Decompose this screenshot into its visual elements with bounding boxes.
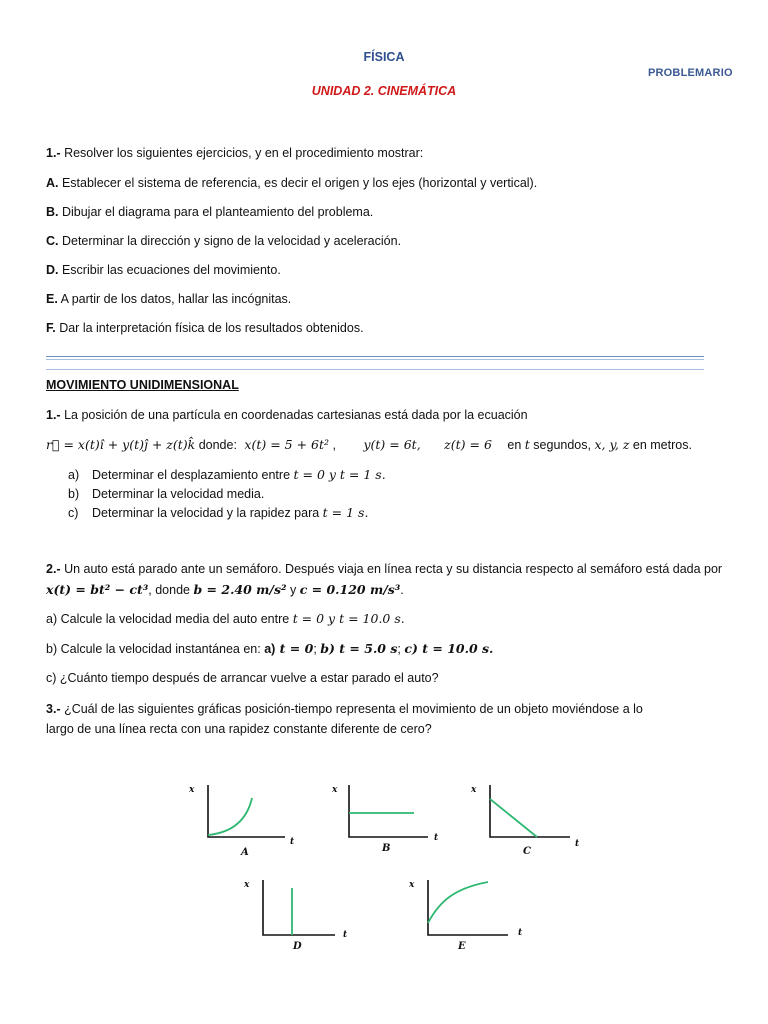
x-equation: x(t) = 5 + 6t² <box>244 437 330 452</box>
item-math: t = 1 s. <box>322 505 369 520</box>
item-text: Determinar el desplazamiento entre <box>92 468 294 482</box>
units-segundos: segundos, <box>529 438 595 452</box>
item-math: t = 0 <box>275 641 314 656</box>
y-conjunction: y <box>286 583 300 597</box>
problem-text: La posición de una partícula en coordenadas cartesianas está dada por la ecuación <box>60 408 528 422</box>
problem-number: 2.- <box>46 562 61 576</box>
instructions-number: 1.- <box>46 146 61 160</box>
item-text: b) Calcule la velocidad instantánea en: <box>46 642 265 656</box>
sub-mark: b) <box>320 641 335 656</box>
problem-2-item-a <box>46 611 405 626</box>
donde-label: donde: <box>195 438 237 452</box>
graph-c-axes <box>490 785 570 837</box>
graph-b-ylabel: x <box>332 785 338 795</box>
divider-line <box>46 356 704 357</box>
instruction-letter: D. <box>46 263 59 277</box>
instructions-intro-text: Resolver los siguientes ejercicios, y en el procedimiento mostrar: <box>60 146 424 160</box>
problem-2-equation <box>46 582 404 597</box>
item-math: t = 0 y t = 1 s. <box>293 467 386 482</box>
graph-e-curve <box>428 882 488 923</box>
divider-line <box>46 369 704 370</box>
units-xyz: x, y, z <box>594 437 630 452</box>
instruction-item-d <box>46 263 281 277</box>
units-t: t <box>524 437 530 452</box>
sub-mark: c) <box>404 641 418 656</box>
graph-d-axes <box>263 880 335 935</box>
problem-2-item-c: c) ¿Cuánto tiempo después de arrancar vuelve a estar parado el auto? <box>46 671 439 685</box>
graph-b-axes <box>349 785 428 837</box>
problem-number: 3.- <box>46 702 61 716</box>
position-vector-equation: r⃗ = x(t)î + y(t)ĵ + z(t)k̂ <box>46 437 196 452</box>
page-title: FÍSICA <box>363 50 405 64</box>
instruction-text: Dar la interpretación física de los resultados obtenidos. <box>55 321 364 335</box>
problem-1-item-b <box>68 486 264 501</box>
problem-number: 1.- <box>46 408 61 422</box>
graph-e-ylabel: x <box>409 880 415 890</box>
instruction-letter: A. <box>46 176 59 190</box>
problem-3-line-1 <box>46 702 643 716</box>
item-math: t = 5.0 s <box>334 641 398 656</box>
instruction-item-a <box>46 176 537 190</box>
comma: , <box>329 438 336 452</box>
problem-1-equation <box>46 437 692 452</box>
separator: ; <box>397 642 405 656</box>
instruction-text: Dibujar el diagrama para el planteamiento del problema. <box>58 205 374 219</box>
problem-2-item-b <box>46 641 493 656</box>
instruction-item-b <box>46 205 373 219</box>
instruction-letter: F. <box>46 321 56 335</box>
item-mark: b) <box>68 487 80 501</box>
c-constant: c = 0.120 m/s³ <box>299 582 401 597</box>
problem-2-statement <box>46 562 722 576</box>
instruction-letter: B. <box>46 205 59 219</box>
graph-d-xlabel: t <box>343 930 348 940</box>
units-metros: en metros. <box>629 438 692 452</box>
item-text: Determinar la velocidad y la rapidez para <box>92 506 323 520</box>
problem-text: ¿Cuál de las siguientes gráficas posición-tiempo representa el movimiento de un objeto moviéndose a lo <box>60 702 643 716</box>
graph-b-label: B <box>382 843 391 854</box>
problem-3-line-2: largo de una línea recta con una rapidez constante diferente de cero? <box>46 722 432 736</box>
graph-e-xlabel: t <box>518 928 523 938</box>
unit-title: UNIDAD 2. CINEMÁTICA <box>311 84 457 98</box>
instruction-item-c <box>46 234 401 248</box>
instruction-text: Escribir las ecuaciones del movimiento. <box>58 263 281 277</box>
graph-d-label: D <box>293 941 302 952</box>
item-mark: a) <box>68 468 80 482</box>
instruction-letter: C. <box>46 234 59 248</box>
divider-line <box>46 359 704 360</box>
separator: ; <box>313 642 321 656</box>
donde-label: , donde <box>148 583 194 597</box>
item-text: a) Calcule la velocidad media del auto entre <box>46 612 293 626</box>
distance-equation: x(t) = bt² − ct³ <box>46 582 149 597</box>
position-time-graphs <box>0 760 768 960</box>
y-equation: y(t) = 6t, <box>363 437 421 452</box>
graph-a-ylabel: x <box>189 785 195 795</box>
graph-c-xlabel: t <box>575 839 580 849</box>
instruction-text: Establecer el sistema de referencia, es decir el origen y los ejes (horizontal y vertical). <box>58 176 538 190</box>
item-math: t = 0 y t = 10.0 s. <box>292 611 405 626</box>
item-mark: c) <box>68 506 79 520</box>
sub-mark: a) <box>264 642 276 656</box>
instruction-text: Determinar la dirección y signo de la velocidad y aceleración. <box>58 234 402 248</box>
units-en: en <box>507 438 525 452</box>
graph-b-xlabel: t <box>434 833 439 843</box>
item-math: t = 10.0 s. <box>417 641 494 656</box>
problem-text: Un auto está parado ante un semáforo. Después viaja en línea recta y su distancia respecto al semáforo está dada por <box>60 562 723 576</box>
problem-1-item-c <box>68 505 368 520</box>
graph-a-curve <box>208 798 252 835</box>
period: . <box>400 583 404 597</box>
graph-e-label: E <box>458 941 466 952</box>
item-text: Determinar la velocidad media. <box>92 487 265 501</box>
graph-a-xlabel: t <box>290 837 295 847</box>
b-constant: b = 2.40 m/s² <box>193 582 287 597</box>
document-tag: PROBLEMARIO <box>648 67 733 79</box>
section-title: MOVIMIENTO UNIDIMENSIONAL <box>46 378 239 392</box>
graph-c-curve <box>490 799 537 837</box>
graph-c-ylabel: x <box>471 785 477 795</box>
problem-1-statement <box>46 408 528 422</box>
z-equation: z(t) = 6 <box>444 437 492 452</box>
instruction-item-e <box>46 292 291 306</box>
graph-c-label: C <box>523 846 531 857</box>
problem-1-item-a <box>68 467 386 482</box>
instructions-intro <box>46 146 423 160</box>
instruction-text: A partir de los datos, hallar las incógnitas. <box>57 292 292 306</box>
instruction-letter: E. <box>46 292 58 306</box>
graph-a-label: A <box>241 847 249 858</box>
graph-d-ylabel: x <box>244 880 250 890</box>
instruction-item-f <box>46 321 364 335</box>
